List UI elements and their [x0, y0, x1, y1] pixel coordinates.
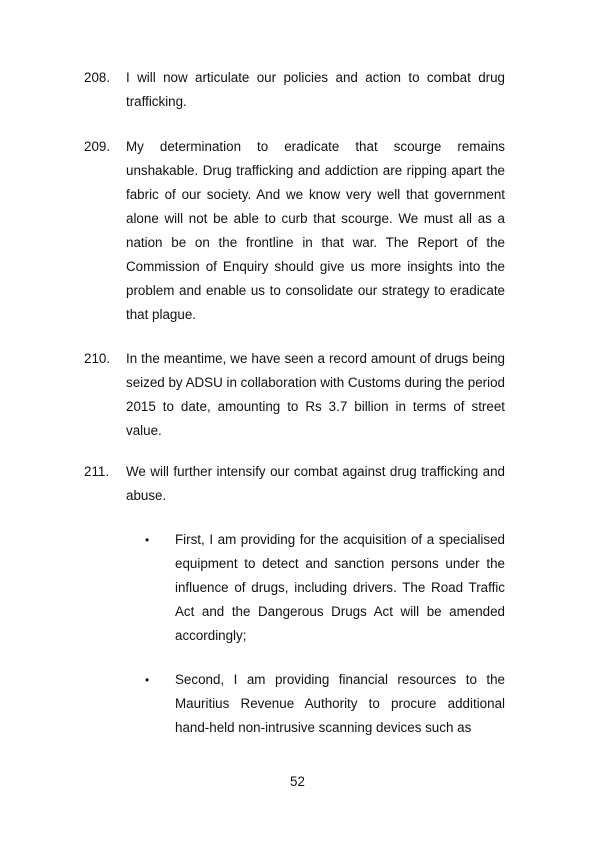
bullet-item	[145, 668, 505, 740]
bullet-text: First, I am providing for the acquisition of a specialised equipment to detect and sanction persons under the influence of drugs, including drivers. The Road Traffic Act and the Dangerous Drugs Act will be amended accordingly;	[175, 532, 505, 643]
paragraph-number: 209.	[84, 139, 111, 154]
paragraph-number: 211.	[84, 464, 110, 479]
paragraph-text: In the meantime, we have seen a record amount of drugs being seized by ADSU in collaboration with Customs during the period 2015 to date, amounting to Rs 3.7 billion in terms of street value.	[126, 351, 505, 438]
paragraph-text: My determination to eradicate that scourge remains unshakable. Drug trafficking and addiction are ripping apart the fabric of our society. And we know very well that government alone will not be able to curb that scourge. We must all as a nation be on the frontline in that war. The Report of the Commission of Enquiry should give us more insights into the problem and enable us to consolidate our strategy to eradicate that plague.	[126, 139, 505, 322]
page-number: 52	[290, 774, 305, 789]
bullet-item	[145, 528, 505, 648]
paragraph-text: We will further intensify our combat against drug trafficking and abuse.	[126, 464, 505, 503]
bullet-marker: •	[145, 533, 150, 547]
paragraph-209	[84, 135, 505, 327]
paragraph-210	[84, 347, 505, 443]
paragraph-211	[84, 460, 505, 508]
paragraph-number: 210.	[84, 351, 111, 366]
paragraph-208	[84, 66, 505, 114]
bullet-text: Second, I am providing financial resources to the Mauritius Revenue Authority to procure additional hand-held non-intrusive scanning devices such as	[175, 672, 505, 735]
paragraph-text: I will now articulate our policies and action to combat drug trafficking.	[126, 70, 505, 109]
paragraph-number: 208.	[84, 70, 111, 85]
bullet-marker: •	[145, 673, 150, 687]
